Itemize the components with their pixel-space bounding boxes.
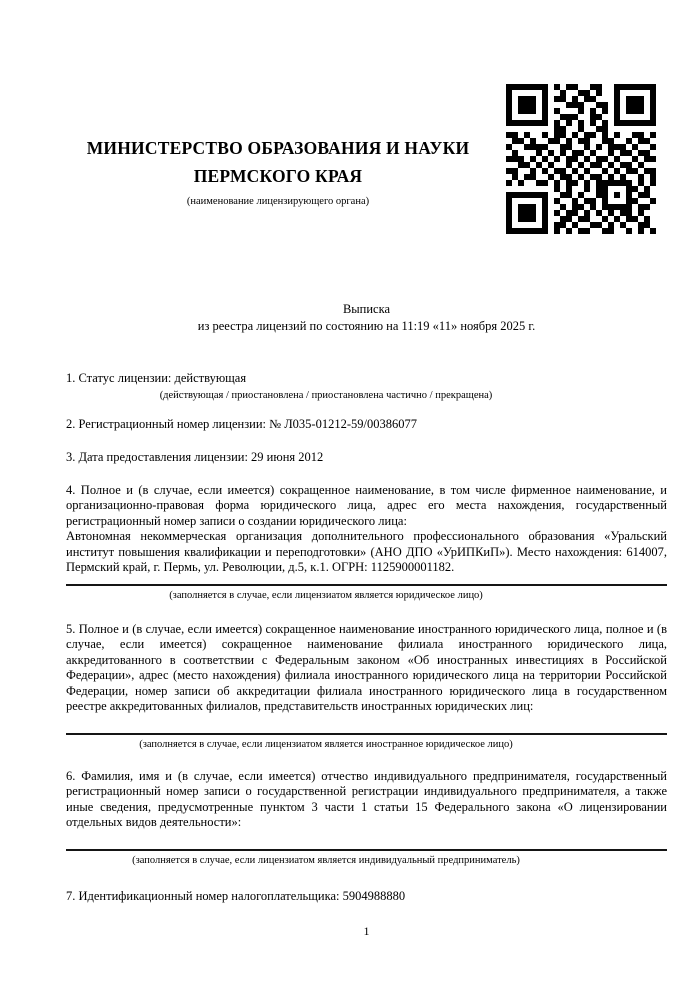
items-list — [66, 371, 667, 904]
ministry-name-line2: ПЕРМСКОГО КРАЯ — [193, 166, 363, 186]
item-1-caption: (действующая / приостановлена / приостановлена частично / прекращена) — [159, 389, 493, 401]
item-4-value: Автономная некоммерческая организация дополнительного профессионального образования «Уральский институт повышения квалификации и переподготовки» (АНО ДПО «УрИПКиП»). Место нахождения: 614007, Пермский край, г. Пермь, ул. Революции, д.5, к.1. ОГРН: 1125900001182. — [66, 529, 667, 574]
licensing-authority-caption: (наименование лицензирующего органа) — [186, 196, 370, 207]
item-6-caption: (заполняется в случае, если лицензиатом является индивидуальный предприниматель) — [132, 854, 520, 866]
item-4-legal-entity — [66, 483, 667, 602]
item-5-text: 5. Полное и (в случае, если имеется) сокращенное наименование иностранного юридического лица, полное и (в случае, если имеется) сокращенное наименование филиала иностранного юридического лица, аккредитованного в соответствии с Федеральным законом «Об иностранных инвестициях в Российской Федерации», адрес (место нахождения) филиала иностранного юридического лица на территории Российской Федерации, номер записи об аккредитации филиала иностранного юридического лица в государственном реестре аккредитованных филиалов, представительств иностранных юридических лиц: — [66, 621, 667, 713]
item-5-foreign-entity — [66, 622, 667, 751]
item-5-caption: (заполняется в случае, если лицензиатом является иностранное юридическое лицо) — [139, 738, 513, 750]
item-5-rule — [66, 733, 667, 735]
item-1-text: 1. Статус лицензии: действующая — [66, 371, 247, 385]
item-6-text: 6. Фамилия, имя и (в случае, если имеется) отчество индивидуального предпринимателя, государственный регистрационный номер записи о государственной регистрации индивидуального предпринимателя, а также иные сведения, предусмотренные пунктом 3 части 1 статьи 15 Федерального закона «О лицензировании отдельных видов деятельности»: — [66, 768, 667, 829]
item-6-individual-entrepreneur — [66, 769, 667, 867]
item-3-text: 3. Дата предоставления лицензии: 29 июня 2012 — [66, 450, 324, 464]
document-title — [66, 301, 667, 335]
item-4-rule — [66, 584, 667, 586]
ministry-name-line1: МИНИСТЕРСТВО ОБРАЗОВАНИЯ И НАУКИ — [86, 138, 470, 158]
item-6-empty-field — [66, 831, 667, 849]
item-7-text: 7. Идентификационный номер налогоплательщика: 5904988880 — [66, 888, 406, 903]
item-5-empty-field — [66, 715, 667, 733]
item-1-license-status — [66, 371, 667, 402]
document-title-line1: Выписка — [342, 302, 391, 316]
item-4-caption: (заполняется в случае, если лицензиатом является юридическое лицо) — [169, 589, 483, 601]
item-2-text: 2. Регистрационный номер лицензии: № Л035-01212-59/00386077 — [66, 416, 417, 431]
item-2-registration-number — [66, 417, 667, 433]
ministry-name — [66, 134, 490, 190]
document-content — [66, 0, 667, 939]
letterhead — [66, 0, 490, 208]
item-7-taxpayer-number — [66, 889, 667, 905]
item-4-text: 4. Полное и (в случае, если имеется) сокращенное наименование, в том числе фирменное наименование, и организационно-правовая форма юридического лица, адрес его места нахождения, государственный регистрационный номер записи о создании юридического лица: — [66, 482, 667, 528]
page-footer — [66, 924, 667, 939]
page-number: 1 — [363, 924, 370, 938]
item-6-rule — [66, 849, 667, 851]
document-title-line2: из реестра лицензий по состоянию на 11:19 «11» ноября 2025 г. — [197, 319, 536, 333]
item-3-grant-date — [66, 450, 667, 466]
